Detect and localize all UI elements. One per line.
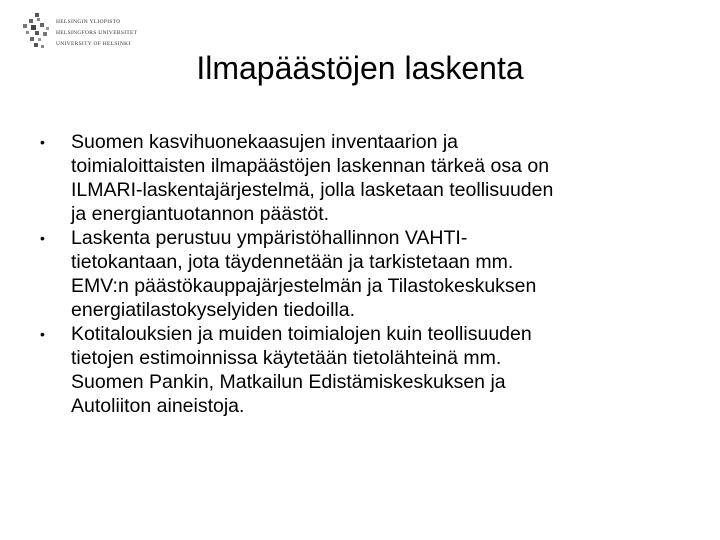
bullet-text-line: tietojen estimoinnissa käytetään tietolähteinä mm.: [71, 347, 502, 369]
bullet-text-line: Autoliiton aineistoja.: [71, 395, 245, 417]
logo-line: HELSINGIN YLIOPISTO: [56, 19, 121, 25]
bullet-marker-icon: •: [40, 230, 45, 246]
logo-wordmark: [56, 17, 137, 50]
bullet-marker-icon: •: [40, 326, 45, 342]
bullet-item: [40, 322, 680, 418]
bullet-text-line: Suomen Pankin, Matkailun Edistämiskeskuksen ja: [71, 371, 506, 393]
bullet-text-line: Kotitalouksien ja muiden toimialojen kuin teollisuuden: [71, 323, 532, 345]
bullet-text-line: energiatilastokyselyiden tiedoilla.: [71, 299, 355, 321]
bullet-list: [40, 130, 680, 418]
bullet-item: [40, 226, 680, 322]
university-logo: [20, 12, 140, 52]
bullet-text-line: EMV:n päästökauppajärjestelmän ja Tilastokeskuksen: [71, 275, 537, 297]
bullet-text-line: ja energiantuotannon päästöt.: [71, 203, 330, 225]
logo-line: UNIVERSITY OF HELSINKI: [56, 41, 131, 47]
slide-title: Ilmapäästöjen laskenta: [196, 50, 524, 86]
bullet-text-line: ILMARI-laskentajärjestelmä, jolla lasketaan teollisuuden: [71, 179, 554, 201]
bullet-text-line: Suomen kasvihuonekaasujen inventaarion ja: [71, 131, 459, 153]
bullet-item: [40, 130, 680, 226]
bullet-text-line: toimialoittaisten ilmapäästöjen laskennan tärkeä osa on: [71, 155, 550, 177]
logo-line: HELSINGFORS UNIVERSITET: [56, 30, 138, 36]
bullet-text-line: tietokantaan, jota täydennetään ja tarkistetaan mm.: [71, 251, 514, 273]
bullet-marker-icon: •: [40, 134, 45, 150]
bullet-text-line: Laskenta perustuu ympäristöhallinnon VAHTI-: [71, 227, 468, 249]
university-seal-icon: [20, 12, 56, 50]
